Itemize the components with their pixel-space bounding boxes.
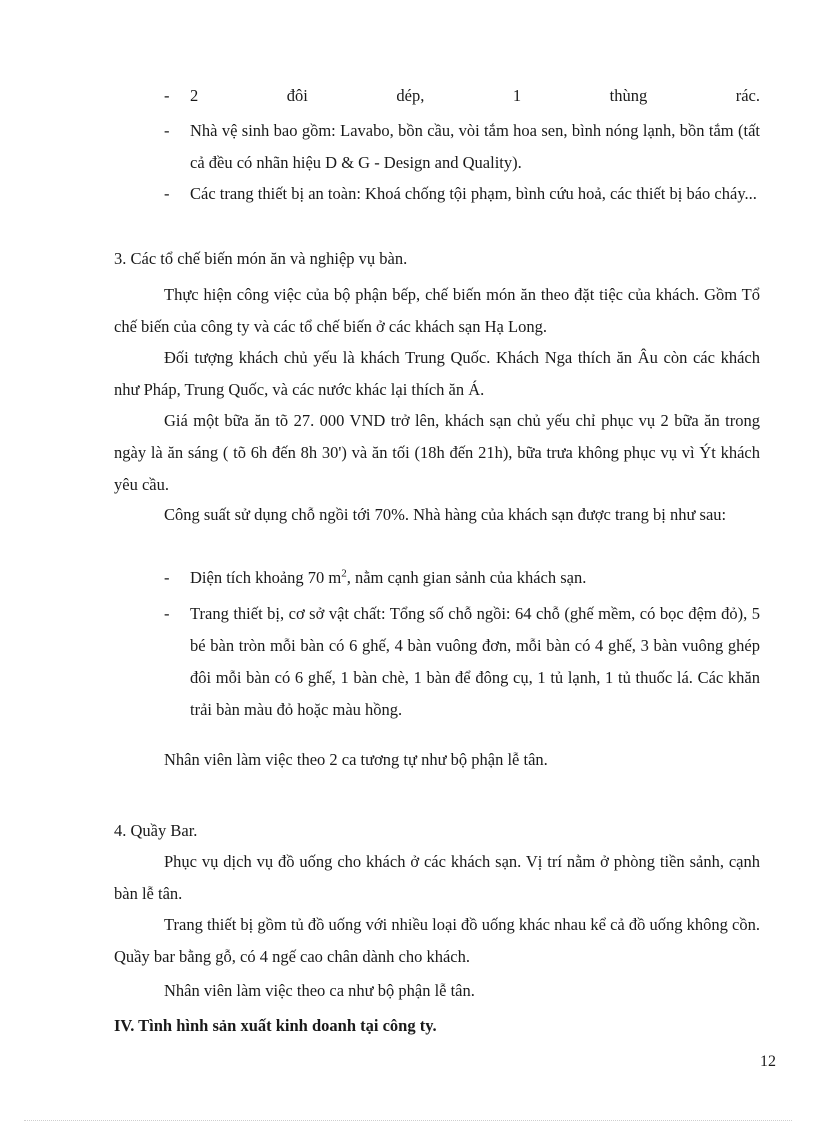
area-superscript: 2 [341, 567, 347, 580]
section-iv-heading: IV. Tình hình sản xuất kinh doanh tại công ty. [114, 1016, 437, 1035]
section-3-paragraph: Đối tượng khách chủ yếu là khách Trung Quốc. Khách Nga thích ăn Âu còn các khách như Pháp, Trung Quốc, và các nước khác lại thích ăn Á. [114, 348, 760, 399]
bullet-dash: - [164, 604, 170, 623]
section-3-staff: Nhân viên làm việc theo 2 ca tương tự như bộ phận lễ tân. [164, 750, 548, 769]
section-4-paragraph: Phục vụ dịch vụ đồ uống cho khách ở các khách sạn. Vị trí nằm ở phòng tiền sảnh, cạnh bàn lễ tân. [114, 852, 760, 903]
section-4-heading: 4. Quầy Bar. [114, 821, 198, 840]
bullet-text: Nhà vệ sinh bao gồm: Lavabo, bồn cầu, vòi tắm hoa sen, bình nóng lạnh, bồn tắm (tất cả đều có nhãn hiệu D & G - Design and Quality). [190, 121, 760, 172]
page-number: 12 [760, 1053, 776, 1070]
section-4-paragraph: Nhân viên làm việc theo ca như bộ phận lễ tân. [164, 981, 475, 1000]
bullet-equipment [164, 598, 760, 726]
bullet-text [190, 562, 760, 594]
footer-divider [24, 1120, 792, 1121]
bullet-area [164, 562, 760, 594]
bullet-dash: - [164, 568, 170, 587]
bullet-safety [164, 178, 760, 210]
section-3-paragraph: Công suất sử dụng chỗ ngồi tới 70%. Nhà hàng của khách sạn được trang bị như sau: [164, 505, 727, 524]
section-3-paragraph: Giá một bữa ăn tõ 27. 000 VND trở lên, khách sạn chủ yếu chỉ phục vụ 2 bữa ăn trong ngày là ăn sáng ( tõ 6h đến 8h 30') và ăn tối (18h đến 21h), bữa trưa không phục vụ vì Ýt khách yêu cầu. [114, 411, 760, 494]
bullet-bathroom [164, 115, 760, 179]
area-text-rest: , nằm cạnh gian sảnh của khách sạn. [346, 568, 587, 587]
area-text: Diện tích khoảng 70 m [190, 568, 342, 587]
bullet-dash: - [164, 184, 170, 203]
bullet-text: Trang thiết bị, cơ sở vật chất: Tổng số chỗ ngồi: 64 chỗ (ghế mềm, có bọc đệm đỏ), 5 bé bàn tròn mỗi bàn có 6 ghế, 4 bàn vuông đơn, mỗi bàn có 4 ghế, 3 bàn vuông ghép đôi mỗi bàn có 6 ghế, 1 bàn chè, 1 bàn để đông cụ, 1 tủ lạnh, 1 tủ thuốc lá. Các khăn trải bàn màu đỏ hoặc màu hồng. [190, 604, 760, 719]
bullet-text: Các trang thiết bị an toàn: Khoá chống tội phạm, bình cứu hoả, các thiết bị báo cháy... [190, 184, 757, 203]
bullet-dash: - [164, 121, 170, 140]
bullet-text: 2 đôi dép, 1 thùng rác. [190, 86, 760, 105]
section-3-paragraph: Thực hiện công việc của bộ phận bếp, chế biến món ăn theo đặt tiệc của khách. Gồm Tổ chế biến của công ty và các tổ chế biến ở các khách sạn Hạ Long. [114, 285, 760, 336]
bullet-slippers [164, 80, 760, 112]
bullet-dash: - [164, 86, 170, 105]
section-3-heading: 3. Các tổ chế biến món ăn và nghiệp vụ bàn. [114, 249, 408, 268]
section-4-paragraph: Trang thiết bị gồm tủ đồ uống với nhiều loại đồ uống khác nhau kể cả đồ uống không cồn. Quầy bar bằng gỗ, có 4 ngế cao chân dành cho khách. [114, 915, 760, 966]
